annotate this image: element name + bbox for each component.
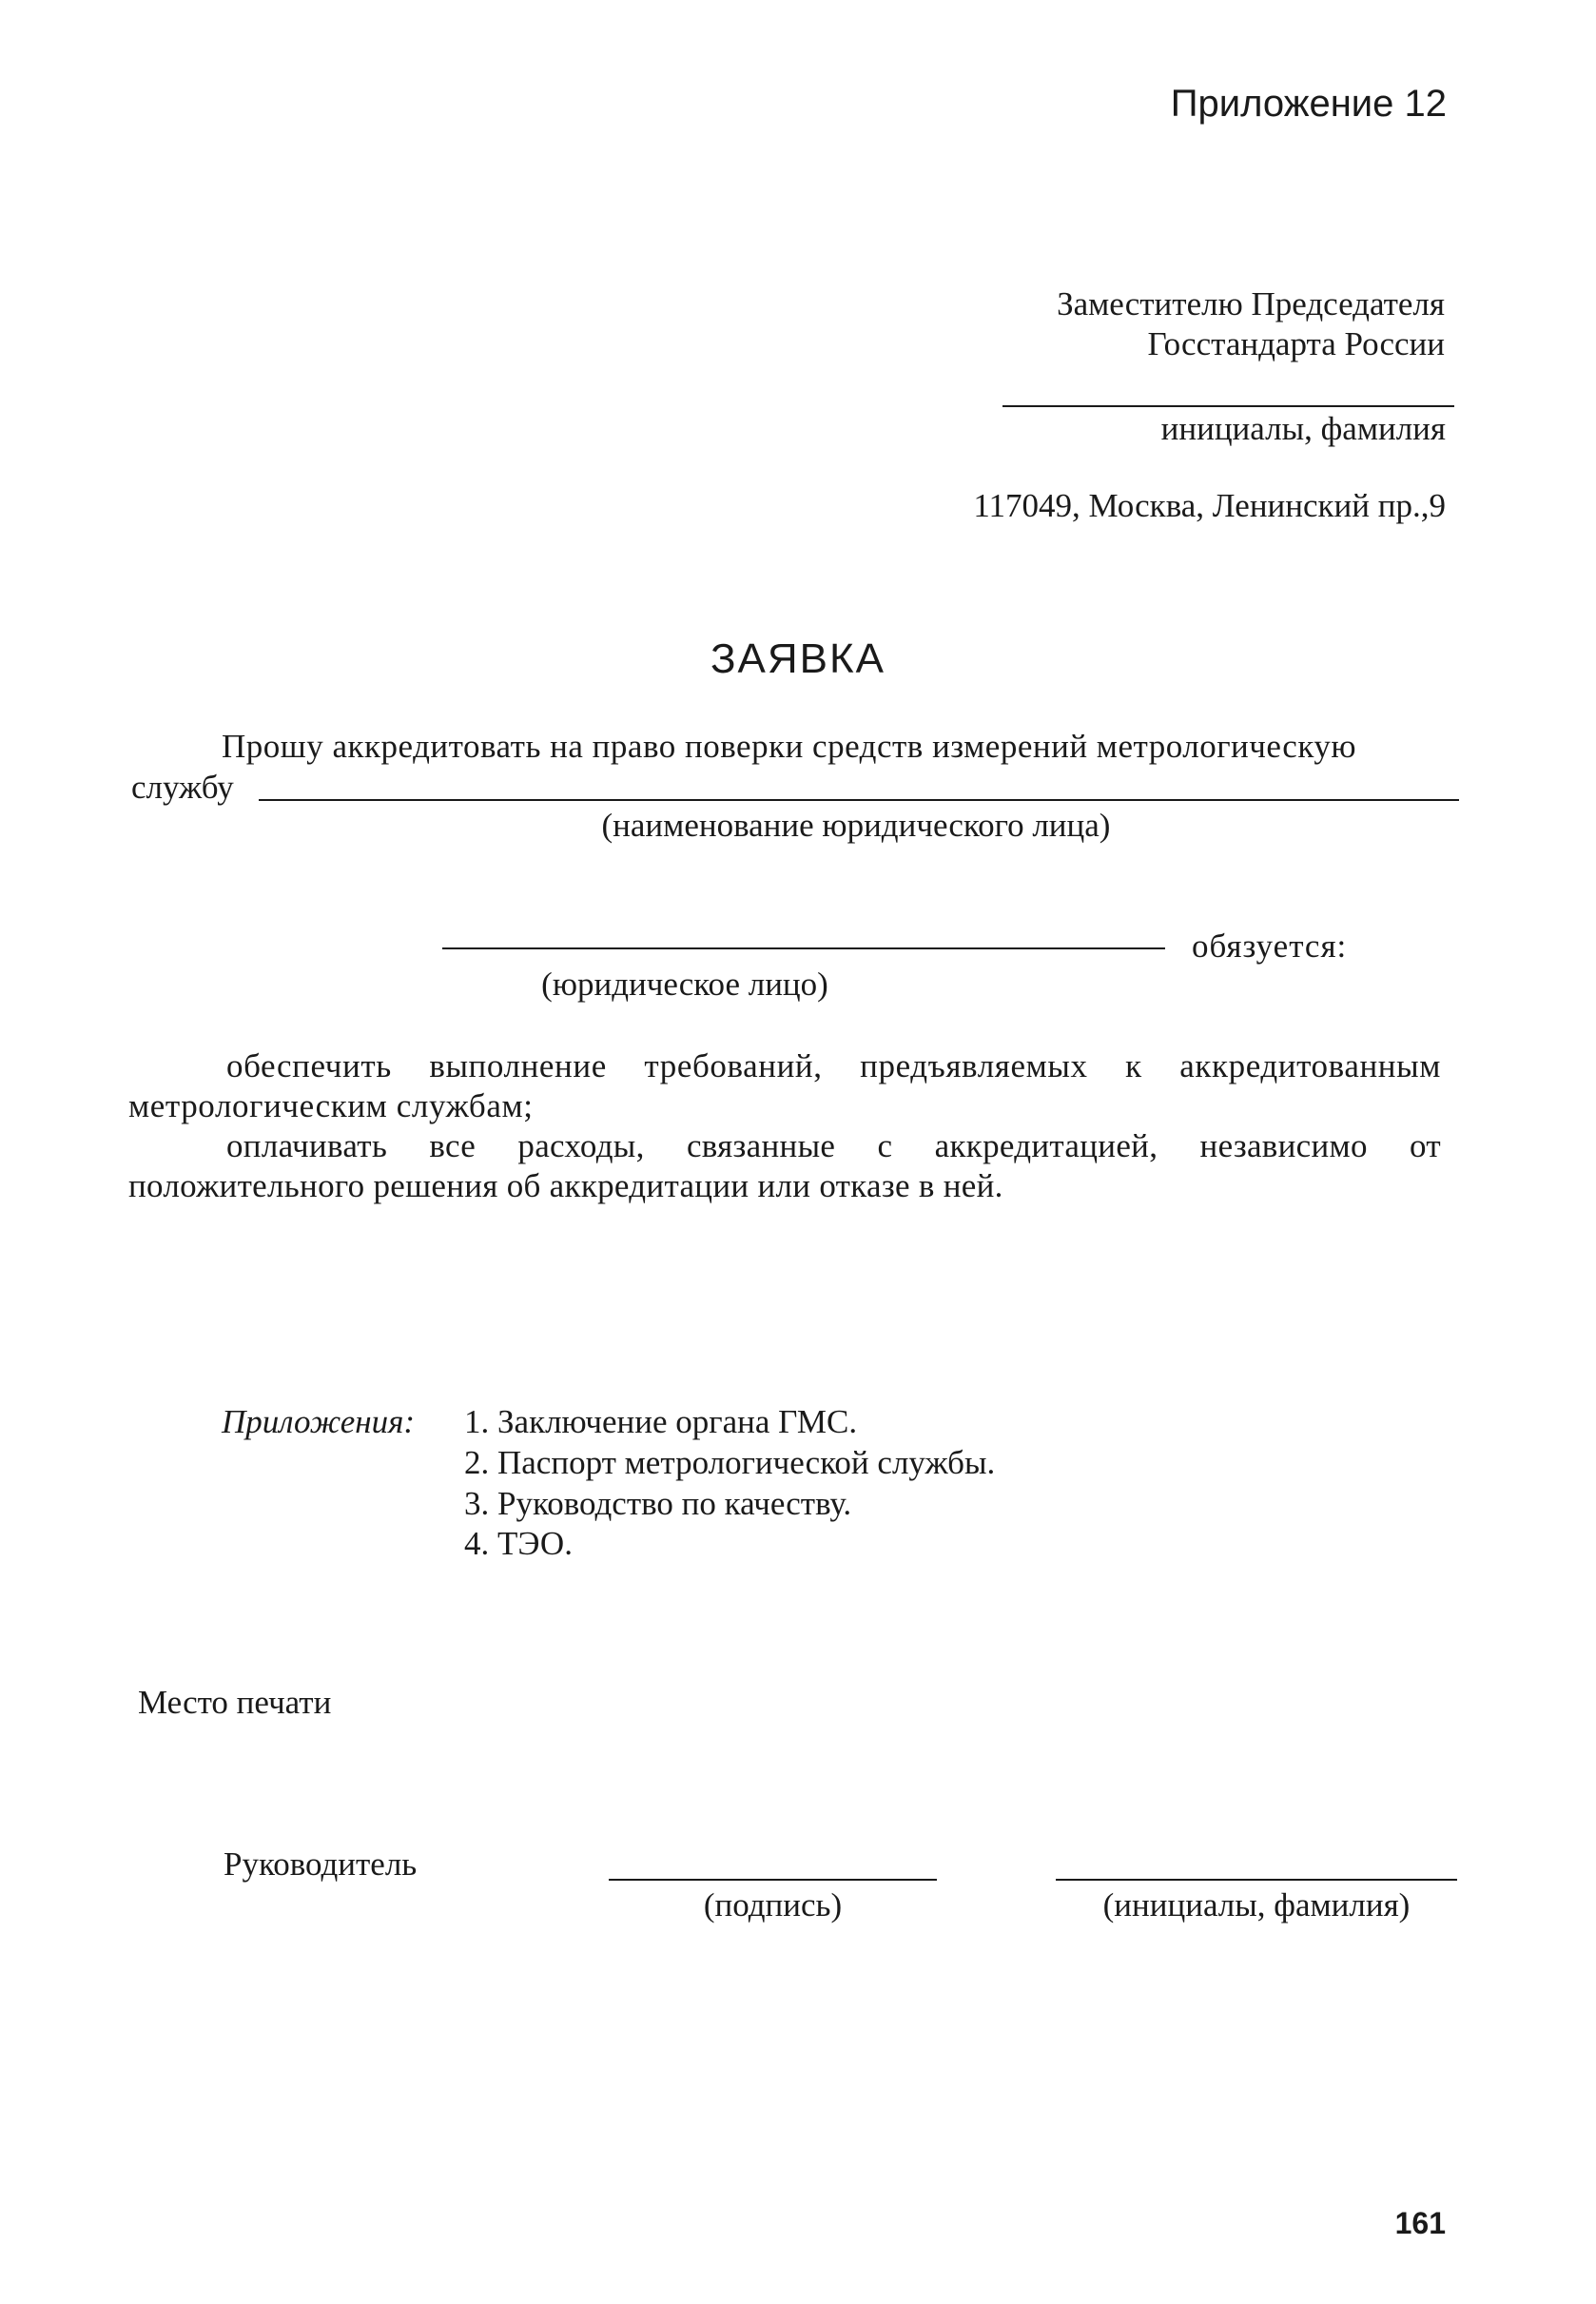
addressee-line-2: Госстандарта России <box>1147 325 1445 362</box>
obligation-paragraph-2: оплачивать все расходы, связанные с аккредитацией, независимо от положительного решения об аккредитации или отказе в ней. <box>128 1127 1441 1204</box>
addressee-name-line <box>1002 405 1454 407</box>
signatory-role: Руководитель <box>224 1845 418 1883</box>
signature-line <box>609 1879 937 1881</box>
request-text-line-2-prefix: службу <box>131 769 234 806</box>
attachment-item: 2. Паспорт метрологической службы. <box>464 1444 996 1481</box>
attachments-label: Приложения: <box>222 1403 416 1440</box>
attachment-item: 4. ТЭО. <box>464 1525 573 1562</box>
attachment-item: 3. Руководство по качеству. <box>464 1485 852 1522</box>
signatory-name-line <box>1056 1879 1457 1881</box>
obligation-paragraph-1: обеспечить выполнение требований, предъявляемых к аккредитованным метрологическим службам; <box>128 1047 1441 1124</box>
request-text-line-1: Прошу аккредитовать на право поверки средств измерений метрологическую <box>222 728 1356 765</box>
addressee-line-1: Заместителю Председателя <box>1057 285 1445 322</box>
legal-entity-name-line <box>259 799 1459 801</box>
signatory-name-caption: (инициалы, фамилия) <box>1102 1886 1411 1923</box>
obligation-suffix: обязуется: <box>1192 927 1348 965</box>
addressee-address: 117049, Москва, Ленинский пр.,9 <box>973 487 1446 524</box>
addressee-name-caption: инициалы, фамилия <box>1160 410 1446 447</box>
legal-entity-line <box>442 947 1165 949</box>
seal-place-label: Место печати <box>138 1684 332 1721</box>
signature-caption: (подпись) <box>703 1886 843 1923</box>
legal-entity-caption: (юридическое лицо) <box>541 966 828 1003</box>
page-number: 161 <box>1394 2206 1446 2240</box>
legal-entity-name-caption: (наименование юридического лица) <box>601 807 1111 844</box>
appendix-label: Приложение 12 <box>1170 83 1447 125</box>
attachment-item: 1. Заключение органа ГМС. <box>464 1403 858 1440</box>
document-title: ЗАЯВКА <box>710 635 886 682</box>
